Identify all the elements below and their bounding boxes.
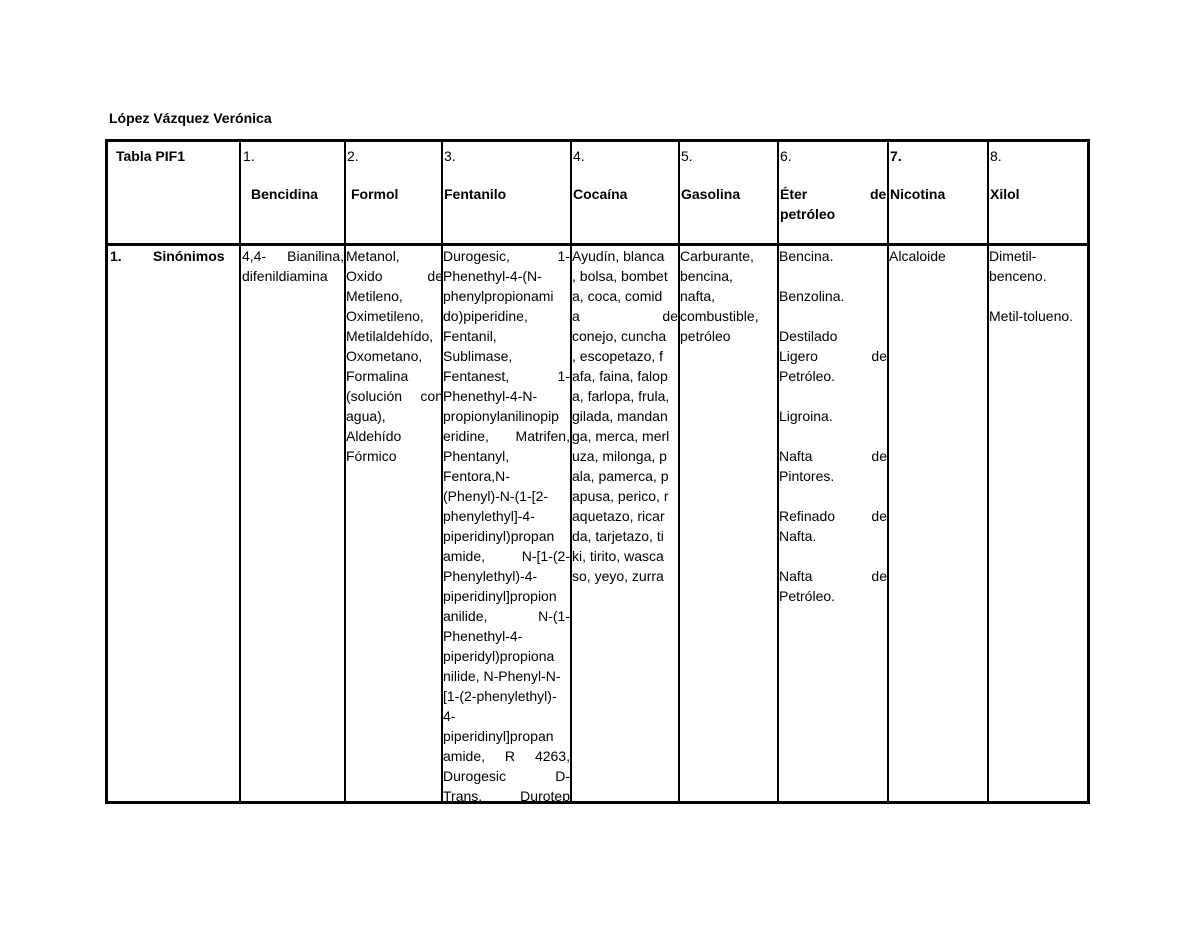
synonym-line: Petróleo. [779, 368, 836, 384]
synonym-line: Metanol, [346, 248, 400, 264]
synonym-line: apusa, perico, r [572, 488, 669, 504]
synonym-line: Ligroina. [779, 408, 833, 424]
synonym-word: Nafta [779, 568, 813, 584]
synonym-word: Ligero [779, 348, 818, 364]
synonym-word: de [871, 568, 887, 584]
synonym-word: de [871, 348, 887, 364]
column-number: 6. [780, 148, 792, 164]
synonym-line: Trans, Durotep [443, 788, 570, 804]
synonym-line: (solución con [346, 388, 443, 404]
column-header-fentanilo: Fentanilo [444, 186, 507, 202]
pif1-table [105, 139, 1090, 804]
synonym-line: Phenethyl-4- [443, 628, 523, 644]
synonym-word: de [871, 508, 887, 524]
synonym-line: ala, pamerca, p [572, 468, 669, 484]
column-header-eter-part2: de [870, 186, 887, 202]
synonym-line: Benzolina. [779, 288, 845, 304]
synonym-line [779, 446, 887, 466]
synonym-line: a, coca, comid [572, 288, 663, 304]
column-divider [678, 142, 680, 801]
synonym-line: Dimetil- [989, 248, 1037, 264]
synonym-line: piperidinyl]propion [443, 588, 557, 604]
column-header-gasolina: Gasolina [681, 186, 741, 202]
synonym-line: ki, tirito, wasca [572, 548, 664, 564]
synonym-line: petróleo [680, 328, 731, 344]
synonym-line: combustible, [680, 308, 759, 324]
cell-nicotina [889, 246, 987, 266]
synonym-line: nafta, [680, 288, 716, 304]
synonym-line: benceno. [989, 268, 1047, 284]
synonym-line: eridine, Matrifen, [443, 428, 570, 444]
cell-gasolina [680, 246, 777, 346]
synonym-line: piperidyl)propiona [443, 648, 555, 664]
column-number: 1. [243, 148, 255, 164]
synonym-line: ga, merca, merl [572, 428, 670, 444]
synonym-line: anilide, N-(1- [443, 608, 570, 624]
column-header-nicotina: Nicotina [890, 186, 946, 202]
synonym-line [779, 566, 887, 586]
synonym-line: Petróleo. [779, 588, 836, 604]
synonym-word: Nafta [779, 448, 813, 464]
synonym-line: do)piperidine, [443, 308, 528, 324]
synonym-line: Sublimase, [443, 348, 513, 364]
synonym-line: amide, N-[1-(2- [443, 548, 570, 564]
synonym-line: Nafta. [779, 528, 817, 544]
column-number: 7. [890, 148, 902, 164]
synonym-line [779, 506, 887, 526]
synonym-word: Refinado [779, 508, 836, 524]
synonym-line: piperidinyl)propan [443, 528, 555, 544]
synonym-line: phenylpropionami [443, 288, 554, 304]
cell-formol [346, 246, 443, 466]
synonym-line: Metilaldehído, [346, 328, 434, 344]
synonym-line: Fentanest, 1- [443, 368, 570, 384]
synonym-line: Phenylethyl)-4- [443, 568, 538, 584]
author-name: López Vázquez Verónica [109, 110, 272, 126]
synonym-line: uza, milonga, p [572, 448, 667, 464]
column-header-eter-part1: Éter [780, 186, 808, 202]
synonym-line: Oximetileno, [346, 308, 424, 324]
column-divider [239, 142, 241, 801]
synonym-line: amide, R 4263, [443, 748, 570, 764]
synonym-line: Fórmico [346, 448, 397, 464]
synonym-line: Phentanyl, [443, 448, 510, 464]
synonym-line: a de [572, 308, 678, 324]
synonym-line: afa, faina, falop [572, 368, 668, 384]
column-number: 3. [444, 148, 456, 164]
column-number: 4. [573, 148, 585, 164]
synonym-line: so, yeyo, zurra [572, 568, 664, 584]
column-divider [887, 142, 889, 801]
column-divider [987, 142, 989, 801]
synonym-line: bencina, [680, 268, 733, 284]
synonym-line: (Phenyl)-N-(1-[2- [443, 488, 549, 504]
table-title: Tabla PIF1 [116, 148, 185, 164]
cell-eter-de-petroleo [779, 246, 887, 606]
synonym-line: 4,4- Bianilina, [242, 248, 344, 264]
synonym-line: a, farlopa, frula, [572, 388, 670, 404]
synonym-line: Oxido de [346, 268, 443, 284]
synonym-line: Destilado [779, 328, 838, 344]
column-header-formol: Formol [351, 186, 399, 202]
synonym-line: piperidinyl]propan [443, 728, 554, 744]
synonym-line: , bolsa, bombet [572, 268, 668, 284]
synonym-line: Durogesic D- [443, 768, 570, 784]
synonym-line: Oxometano, [346, 348, 423, 364]
synonym-line: 4- [443, 708, 456, 724]
column-divider [344, 142, 346, 801]
synonym-line: Pintores. [779, 468, 835, 484]
synonym-line: Durogesic, 1- [443, 248, 570, 264]
column-number: 5. [681, 148, 693, 164]
synonym-line: phenylethyl]-4- [443, 508, 535, 524]
row-label-number: 1. [110, 248, 122, 264]
column-header-bencidina: Bencidina [251, 186, 318, 202]
column-number: 8. [990, 148, 1002, 164]
synonym-line: Phenethyl-4-(N- [443, 268, 542, 284]
synonym-line: propionylanilinopip [443, 408, 559, 424]
synonym-line: Carburante, [680, 248, 754, 264]
synonym-line: aquetazo, ricar [572, 508, 665, 524]
synonym-line: conejo, cuncha [572, 328, 667, 344]
cell-bencidina [242, 246, 344, 286]
synonym-line: da, tarjetazo, ti [572, 528, 664, 544]
synonym-line: [1-(2-phenylethyl)- [443, 688, 557, 704]
column-header-cocaina: Cocaína [573, 186, 628, 202]
synonym-line: gilada, mandan [572, 408, 668, 424]
cell-xilol [989, 246, 1087, 326]
synonym-line: Aldehído [346, 428, 402, 444]
row-label-sinonimos: Sinónimos [153, 248, 225, 264]
synonym-line: , escopetazo, f [572, 348, 664, 364]
column-number: 2. [347, 148, 359, 164]
synonym-line: difenildiamina [242, 268, 328, 284]
synonym-line: Fentanil, [443, 328, 497, 344]
column-header-xilol: Xilol [990, 186, 1020, 202]
synonym-word: de [871, 448, 887, 464]
cell-fentanilo [443, 246, 570, 804]
synonym-line: Alcaloide [889, 248, 946, 264]
synonym-line: Phenethyl-4-N- [443, 388, 538, 404]
column-header-eter-part3: petróleo [780, 206, 836, 222]
synonym-line: Fentora,N- [443, 468, 510, 484]
synonym-line: Bencina. [779, 248, 834, 264]
synonym-line: agua), [346, 408, 386, 424]
synonym-line: Metileno, [346, 288, 403, 304]
cell-cocaina [572, 246, 678, 586]
synonym-line: Formalina [346, 368, 409, 384]
synonym-line: Metil-tolueno. [989, 308, 1074, 324]
synonym-line [779, 346, 887, 366]
synonym-line: Ayudín, blanca [572, 248, 665, 264]
synonym-line: nilide, N-Phenyl-N- [443, 668, 561, 684]
